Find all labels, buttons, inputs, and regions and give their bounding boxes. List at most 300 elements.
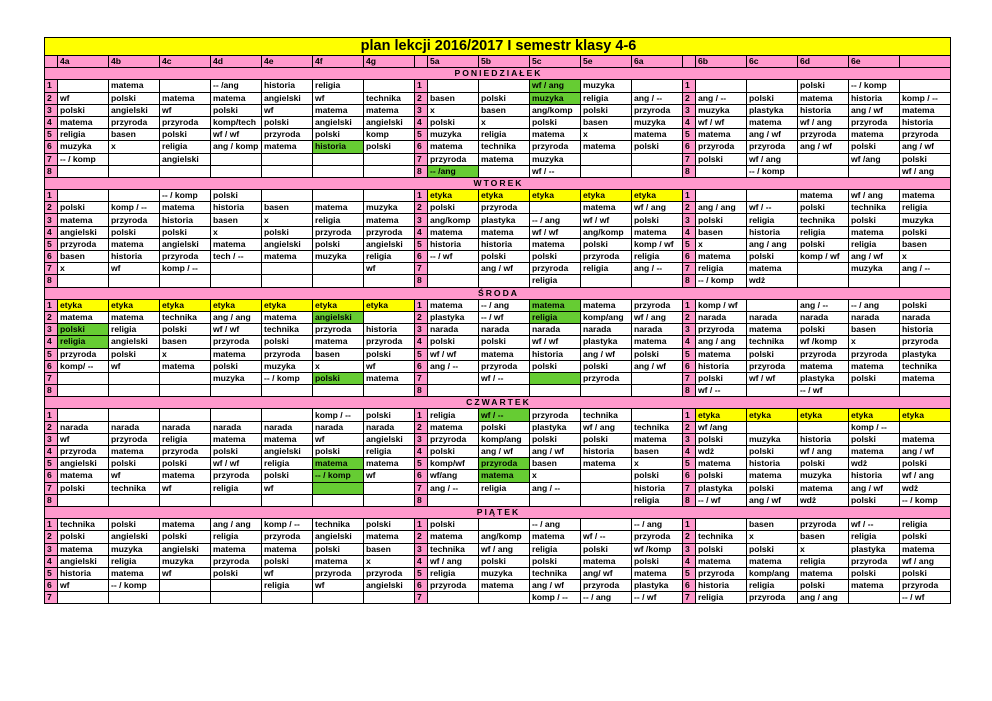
- lesson-cell: ang / --: [632, 92, 683, 104]
- lesson-cell: basen: [211, 214, 262, 226]
- lesson-cell: matema: [160, 202, 211, 214]
- lesson-cell: [58, 80, 109, 92]
- lesson-cell: wdż: [900, 482, 951, 494]
- lesson-cell: [798, 165, 849, 177]
- lesson-cell: [160, 275, 211, 287]
- lesson-cell: wf / ang: [798, 446, 849, 458]
- lesson-number: 4: [683, 446, 696, 458]
- lesson-cell: [747, 385, 798, 397]
- lesson-cell: ang / wf: [849, 251, 900, 263]
- lesson-cell: [479, 165, 530, 177]
- lesson-cell: matema: [109, 80, 160, 92]
- lesson-cell: angielski: [262, 238, 313, 250]
- lesson-number: 5: [683, 348, 696, 360]
- lesson-row: [45, 519, 951, 531]
- lesson-cell: religia: [160, 141, 211, 153]
- lesson-cell: [262, 592, 313, 604]
- lesson-cell: matema: [58, 470, 109, 482]
- lesson-row: [45, 311, 951, 323]
- lesson-cell: przyroda: [109, 433, 160, 445]
- lesson-cell: angielski: [364, 116, 415, 128]
- lesson-cell: przyroda: [632, 104, 683, 116]
- lesson-cell: wf / wf: [530, 336, 581, 348]
- lesson-cell: matema: [849, 580, 900, 592]
- lesson-cell: matema: [798, 567, 849, 579]
- lesson-cell: [364, 165, 415, 177]
- lesson-number: 2: [415, 92, 428, 104]
- lesson-cell: [900, 385, 951, 397]
- lesson-cell: [58, 592, 109, 604]
- lesson-cell: przyroda: [530, 141, 581, 153]
- lesson-number: 1: [45, 190, 58, 202]
- lesson-cell: etyka: [364, 299, 415, 311]
- lesson-cell: wf /komp: [632, 543, 683, 555]
- lesson-cell: przyroda: [530, 263, 581, 275]
- lesson-cell: [58, 165, 109, 177]
- lesson-cell: [479, 80, 530, 92]
- lesson-cell: wf: [262, 482, 313, 494]
- lesson-cell: matema: [364, 372, 415, 384]
- lesson-row: [45, 324, 951, 336]
- lesson-number: 2: [45, 421, 58, 433]
- lesson-cell: religia: [581, 92, 632, 104]
- lesson-cell: matema: [58, 214, 109, 226]
- lesson-number: 6: [415, 580, 428, 592]
- lesson-cell: [109, 592, 160, 604]
- lesson-cell: x: [900, 251, 951, 263]
- lesson-cell: matema: [428, 141, 479, 153]
- lesson-cell: [58, 275, 109, 287]
- lesson-cell: polski: [530, 555, 581, 567]
- lesson-number: 6: [683, 141, 696, 153]
- lesson-cell: matema: [262, 251, 313, 263]
- lesson-cell: narada: [364, 421, 415, 433]
- lesson-cell: narada: [262, 421, 313, 433]
- lesson-number: 2: [415, 421, 428, 433]
- lesson-cell: [364, 80, 415, 92]
- lesson-cell: matema: [262, 311, 313, 323]
- lesson-number: 5: [683, 129, 696, 141]
- lesson-number: 1: [683, 409, 696, 421]
- lesson-cell: matema: [849, 360, 900, 372]
- lesson-number: 4: [45, 116, 58, 128]
- lesson-cell: matema: [160, 92, 211, 104]
- lesson-cell: [696, 80, 747, 92]
- lesson-cell: [211, 165, 262, 177]
- lesson-cell: matema: [479, 580, 530, 592]
- lesson-number: 3: [45, 104, 58, 116]
- lesson-cell: -- / komp: [900, 494, 951, 506]
- lesson-cell: religia: [798, 226, 849, 238]
- lesson-cell: [581, 519, 632, 531]
- lesson-cell: x: [313, 360, 364, 372]
- lesson-cell: przyroda: [313, 567, 364, 579]
- lesson-cell: -- / komp: [160, 190, 211, 202]
- lesson-cell: matema: [58, 116, 109, 128]
- lesson-cell: komp/ang: [479, 433, 530, 445]
- lesson-cell: przyroda: [109, 116, 160, 128]
- lesson-number: 8: [45, 165, 58, 177]
- lesson-cell: matema: [479, 226, 530, 238]
- lesson-cell: matema: [109, 446, 160, 458]
- lesson-cell: wf / ang: [849, 190, 900, 202]
- lesson-cell: [160, 165, 211, 177]
- lesson-cell: matema: [798, 190, 849, 202]
- lesson-cell: religia: [632, 251, 683, 263]
- lesson-cell: [530, 372, 581, 384]
- lesson-cell: matema: [530, 238, 581, 250]
- lesson-number: 7: [683, 592, 696, 604]
- lesson-cell: polski: [798, 80, 849, 92]
- lesson-cell: [262, 494, 313, 506]
- lesson-cell: technika: [160, 311, 211, 323]
- lesson-cell: matema: [747, 470, 798, 482]
- lesson-cell: etyka: [632, 190, 683, 202]
- lesson-cell: wf: [58, 433, 109, 445]
- day-name: CZWARTEK: [45, 397, 951, 409]
- lesson-cell: matema: [581, 202, 632, 214]
- lesson-number: 8: [415, 275, 428, 287]
- lesson-cell: ang/komp: [530, 104, 581, 116]
- lesson-cell: wf / --: [530, 165, 581, 177]
- lesson-cell: [900, 275, 951, 287]
- lesson-cell: przyroda: [900, 580, 951, 592]
- lesson-number: 3: [415, 433, 428, 445]
- lesson-cell: etyka: [798, 409, 849, 421]
- lesson-cell: polski: [900, 531, 951, 543]
- lesson-cell: -- / wf: [798, 385, 849, 397]
- page-title: plan lekcji 2016/2017 I semestr klasy 4-6: [45, 38, 951, 56]
- lesson-cell: [211, 153, 262, 165]
- lesson-row: [45, 348, 951, 360]
- lesson-cell: historia: [262, 80, 313, 92]
- lesson-cell: polski: [849, 141, 900, 153]
- lesson-cell: polski: [900, 153, 951, 165]
- lesson-cell: [849, 275, 900, 287]
- lesson-cell: technika: [58, 519, 109, 531]
- lesson-cell: angielski: [109, 336, 160, 348]
- lesson-cell: -- / komp: [262, 372, 313, 384]
- lesson-row: [45, 153, 951, 165]
- lesson-cell: polski: [632, 555, 683, 567]
- lesson-cell: etyka: [530, 190, 581, 202]
- lesson-cell: polski: [479, 421, 530, 433]
- lesson-cell: historia: [900, 116, 951, 128]
- lesson-cell: wf: [58, 580, 109, 592]
- lesson-number: 8: [415, 385, 428, 397]
- lesson-cell: matema: [58, 311, 109, 323]
- class-header: 5c: [530, 56, 581, 68]
- lesson-cell: polski: [262, 470, 313, 482]
- lesson-cell: przyroda: [262, 531, 313, 543]
- lesson-cell: [58, 409, 109, 421]
- lesson-cell: muzyka: [530, 92, 581, 104]
- lesson-cell: [160, 592, 211, 604]
- lesson-cell: polski: [632, 214, 683, 226]
- lesson-cell: [581, 153, 632, 165]
- lesson-cell: ang / ang: [696, 202, 747, 214]
- lesson-cell: x: [798, 543, 849, 555]
- lesson-row: [45, 226, 951, 238]
- lesson-cell: polski: [428, 519, 479, 531]
- lesson-row: [45, 251, 951, 263]
- lesson-cell: polski: [58, 531, 109, 543]
- class-header: 4b: [109, 56, 160, 68]
- lesson-cell: wf / ang: [798, 116, 849, 128]
- lesson-row: [45, 580, 951, 592]
- lesson-cell: przyroda: [364, 567, 415, 579]
- lesson-cell: -- / wf: [479, 311, 530, 323]
- lesson-cell: przyroda: [160, 251, 211, 263]
- lesson-cell: x: [211, 226, 262, 238]
- lesson-cell: przyroda: [747, 141, 798, 153]
- lesson-number: 7: [45, 263, 58, 275]
- lesson-cell: narada: [530, 324, 581, 336]
- lesson-cell: [632, 372, 683, 384]
- lesson-cell: [58, 190, 109, 202]
- lesson-cell: basen: [58, 251, 109, 263]
- lesson-cell: komp / --: [900, 92, 951, 104]
- lesson-cell: historia: [849, 470, 900, 482]
- day-name: PONIEDZIAŁEK: [45, 68, 951, 80]
- lesson-number: 7: [415, 592, 428, 604]
- lesson-cell: angielski: [313, 311, 364, 323]
- lesson-cell: polski: [849, 214, 900, 226]
- lesson-cell: polski: [900, 299, 951, 311]
- lesson-number: 6: [683, 580, 696, 592]
- lesson-cell: przyroda: [747, 360, 798, 372]
- lesson-cell: [262, 263, 313, 275]
- lesson-cell: ang / wf: [900, 446, 951, 458]
- lesson-cell: ang/ wf: [581, 567, 632, 579]
- lesson-row: [45, 385, 951, 397]
- lesson-cell: [262, 385, 313, 397]
- lesson-cell: historia: [479, 238, 530, 250]
- lesson-cell: muzyka: [900, 214, 951, 226]
- lesson-row: [45, 592, 951, 604]
- lesson-cell: [109, 165, 160, 177]
- lesson-cell: [109, 153, 160, 165]
- lesson-number: 6: [45, 580, 58, 592]
- lesson-cell: przyroda: [696, 141, 747, 153]
- lesson-cell: matema: [696, 458, 747, 470]
- lesson-cell: polski: [428, 202, 479, 214]
- lesson-number: 3: [415, 543, 428, 555]
- class-header: 4f: [313, 56, 364, 68]
- lesson-cell: muzyka: [109, 543, 160, 555]
- lesson-cell: [109, 275, 160, 287]
- lesson-cell: ang / ang: [211, 519, 262, 531]
- lesson-cell: muzyka: [479, 567, 530, 579]
- header-blank: [45, 56, 58, 68]
- lesson-cell: polski: [211, 190, 262, 202]
- lesson-cell: religia: [696, 263, 747, 275]
- lesson-cell: ang/komp: [479, 531, 530, 543]
- lesson-cell: wf: [364, 470, 415, 482]
- lesson-cell: [262, 190, 313, 202]
- lesson-cell: polski: [211, 567, 262, 579]
- lesson-cell: religia: [364, 251, 415, 263]
- lesson-cell: matema: [211, 433, 262, 445]
- lesson-cell: ang / wf: [798, 141, 849, 153]
- lesson-cell: polski: [160, 129, 211, 141]
- day-header-row: [45, 506, 951, 518]
- lesson-cell: [581, 385, 632, 397]
- lesson-cell: [747, 190, 798, 202]
- lesson-cell: religia: [747, 214, 798, 226]
- class-header: 5b: [479, 56, 530, 68]
- lesson-number: 3: [415, 104, 428, 116]
- lesson-cell: plastyka: [479, 214, 530, 226]
- lesson-cell: -- / ang: [581, 592, 632, 604]
- lesson-cell: ang / wf: [632, 360, 683, 372]
- lesson-number: 8: [415, 494, 428, 506]
- lesson-cell: -- / komp: [696, 275, 747, 287]
- lesson-cell: [313, 592, 364, 604]
- lesson-cell: przyroda: [160, 116, 211, 128]
- lesson-number: 5: [45, 567, 58, 579]
- lesson-number: 5: [415, 458, 428, 470]
- lesson-number: 2: [683, 202, 696, 214]
- lesson-cell: wf: [313, 580, 364, 592]
- lesson-cell: technika: [696, 531, 747, 543]
- lesson-cell: wf: [160, 482, 211, 494]
- lesson-cell: matema: [313, 104, 364, 116]
- lesson-cell: -- / ang: [632, 519, 683, 531]
- lesson-cell: matema: [632, 226, 683, 238]
- lesson-cell: [211, 263, 262, 275]
- lesson-cell: muzyka: [581, 80, 632, 92]
- lesson-number: 2: [415, 531, 428, 543]
- lesson-cell: matema: [900, 104, 951, 116]
- lesson-cell: ang / ang: [747, 238, 798, 250]
- lesson-cell: polski: [364, 519, 415, 531]
- lesson-cell: matema: [313, 202, 364, 214]
- lesson-number: 7: [683, 372, 696, 384]
- class-header: 6d: [798, 56, 849, 68]
- lesson-number: 8: [683, 165, 696, 177]
- lesson-row: [45, 202, 951, 214]
- lesson-cell: -- / ang: [479, 299, 530, 311]
- lesson-row: [45, 531, 951, 543]
- lesson-cell: x: [581, 129, 632, 141]
- lesson-row: [45, 80, 951, 92]
- lesson-cell: przyroda: [632, 299, 683, 311]
- lesson-cell: plastyka: [696, 482, 747, 494]
- lesson-cell: etyka: [428, 190, 479, 202]
- lesson-cell: [109, 409, 160, 421]
- lesson-number: 3: [683, 543, 696, 555]
- lesson-cell: [428, 592, 479, 604]
- lesson-cell: religia: [530, 543, 581, 555]
- lesson-cell: basen: [160, 336, 211, 348]
- lesson-cell: -- / komp: [109, 580, 160, 592]
- lesson-number: 6: [45, 360, 58, 372]
- lesson-cell: muzyka: [262, 360, 313, 372]
- lesson-cell: przyroda: [581, 251, 632, 263]
- lesson-number: 7: [415, 263, 428, 275]
- lesson-cell: polski: [581, 433, 632, 445]
- lesson-cell: [428, 263, 479, 275]
- lesson-cell: matema: [428, 299, 479, 311]
- lesson-cell: polski: [109, 519, 160, 531]
- lesson-cell: matema: [109, 311, 160, 323]
- lesson-cell: matema: [849, 129, 900, 141]
- lesson-cell: [632, 275, 683, 287]
- lesson-cell: wf / wf: [211, 129, 262, 141]
- lesson-cell: religia: [211, 482, 262, 494]
- lesson-number: 3: [45, 433, 58, 445]
- title-row: [45, 38, 951, 56]
- lesson-cell: polski: [632, 470, 683, 482]
- lesson-cell: przyroda: [58, 446, 109, 458]
- lesson-cell: komp / wf: [632, 238, 683, 250]
- lesson-cell: polski: [160, 531, 211, 543]
- lesson-cell: [798, 275, 849, 287]
- lesson-number: 3: [415, 324, 428, 336]
- lesson-cell: angielski: [160, 543, 211, 555]
- lesson-number: 1: [45, 299, 58, 311]
- lesson-cell: polski: [798, 458, 849, 470]
- lesson-cell: religia: [262, 580, 313, 592]
- lesson-cell: polski: [798, 202, 849, 214]
- lesson-cell: [428, 372, 479, 384]
- lesson-cell: [364, 153, 415, 165]
- lesson-number: 2: [415, 311, 428, 323]
- lesson-cell: wf / ang: [900, 470, 951, 482]
- lesson-number: 7: [415, 153, 428, 165]
- lesson-cell: [581, 494, 632, 506]
- lesson-cell: -- / komp: [747, 165, 798, 177]
- lesson-cell: wdż: [747, 275, 798, 287]
- lesson-cell: polski: [313, 372, 364, 384]
- lesson-number: 4: [683, 555, 696, 567]
- lesson-cell: matema: [581, 141, 632, 153]
- day-header-row: [45, 397, 951, 409]
- lesson-cell: [313, 153, 364, 165]
- lesson-cell: polski: [160, 458, 211, 470]
- lesson-cell: [262, 275, 313, 287]
- lesson-cell: komp / --: [530, 592, 581, 604]
- lesson-cell: polski: [696, 153, 747, 165]
- lesson-cell: polski: [58, 482, 109, 494]
- lesson-cell: polski: [530, 251, 581, 263]
- lesson-cell: polski: [900, 458, 951, 470]
- lesson-cell: [160, 372, 211, 384]
- lesson-cell: basen: [747, 519, 798, 531]
- lesson-cell: komp/tech: [211, 116, 262, 128]
- lesson-cell: polski: [313, 446, 364, 458]
- lesson-cell: polski: [581, 543, 632, 555]
- lesson-cell: [581, 470, 632, 482]
- lesson-cell: [109, 385, 160, 397]
- lesson-cell: matema: [632, 567, 683, 579]
- lesson-number: 7: [683, 482, 696, 494]
- lesson-number: 4: [45, 446, 58, 458]
- lesson-cell: matema: [211, 348, 262, 360]
- lesson-cell: polski: [747, 251, 798, 263]
- lesson-cell: komp / wf: [696, 299, 747, 311]
- lesson-cell: matema: [696, 129, 747, 141]
- lesson-cell: religia: [428, 567, 479, 579]
- lesson-cell: wf / ang: [581, 421, 632, 433]
- lesson-cell: matema: [313, 336, 364, 348]
- lesson-cell: komp / --: [160, 263, 211, 275]
- lesson-cell: matema: [428, 421, 479, 433]
- lesson-cell: angielski: [58, 458, 109, 470]
- lesson-cell: komp/ang: [581, 311, 632, 323]
- lesson-cell: [581, 165, 632, 177]
